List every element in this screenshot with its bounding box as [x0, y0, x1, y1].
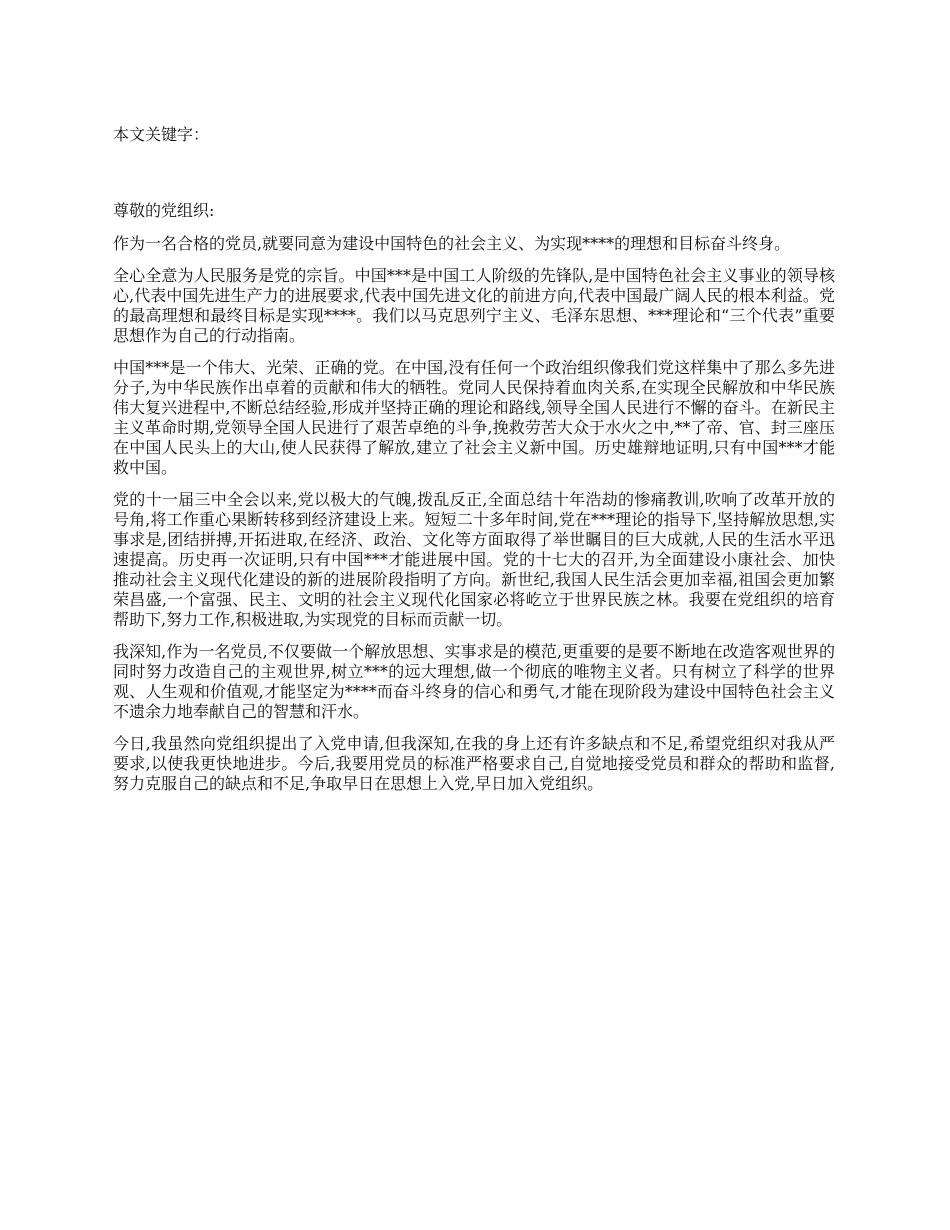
paragraph-1: 作为一名合格的党员,就要同意为建设中国特色的社会主义、为实现****的理想和目标奋斗终身。: [113, 234, 791, 253]
paragraph-2: 全心全意为人民服务是党的宗旨。中国***是中国工人阶级的先锋队,是中国特色社会主义事业的领导核心,代表中国先进生产力的进展要求,代表中国先进文化的前进方向,代表中国最广阔人民的根本利益。党的最高理想和最终目标是实现****。我们以马克思列宁主义、毛泽东思想、***理论和“三个代表”重要思想作为自己的行动指南。: [113, 266, 835, 345]
paragraph-4: 党的十一届三中全会以来,党以极大的气魄,拨乱反正,全面总结十年浩劫的惨痛教训,吹响了改革开放的号角,将工作重心果断转移到经济建设上来。短短二十多年时间,党在***理论的指导下,坚持解放思想,实事求是,团结拼搏,开拓进取,在经济、政治、文化等方面取得了举世瞩目的巨大成就,人民的生活水平迅速提高。历史再一次证明,只有中国***才能进展中国。党的十七大的召开,为全面建设小康社会、加快推动社会主义现代化建设的新的进展阶段指明了方向。新世纪,我国人民生活会更加幸福,祖国会更加繁荣昌盛,一个富强、民主、文明的社会主义现代化国家必将屹立于世界民族之林。我要在党组织的培育帮助下,努力工作,积极进取,为实现党的目标而贡献一切。: [113, 490, 835, 629]
paragraph-6: 今日,我虽然向党组织提出了入党申请,但我深知,在我的身上还有许多缺点和不足,希望党组织对我从严要求,以使我更快地进步。今后,我要用党员的标准严格要求自己,自觉地接受党员和群众的帮助和监督,努力克服自己的缺点和不足,争取早日在思想上入党,早日加入党组织。: [113, 734, 835, 793]
keywords-label: 本文关键字：: [113, 125, 210, 144]
paragraph-3: 中国***是一个伟大、光荣、正确的党。在中国,没有任何一个政治组织像我们党这样集中了那么多先进分子,为中华民族作出卓着的贡献和伟大的牺牲。党同人民保持着血肉关系,在实现全民解放和中华民族伟大复兴进程中,不断总结经验,形成并坚持正确的理论和路线,领导全国人民进行不懈的奋斗。在新民主主义革命时期,党领导全国人民进行了艰苦卓绝的斗争,挽救劳苦大众于水火之中,**了帝、官、封三座压在中国人民头上的大山,使人民获得了解放,建立了社会主义新中国。历史雄辩地证明,只有中国***才能救中国。: [113, 358, 835, 477]
paragraph-5: 我深知,作为一名党员,不仅要做一个解放思想、实事求是的模范,更重要的是要不断地在改造客观世界的同时努力改造自己的主观世界,树立***的远大理想,做一个彻底的唯物主义者。只有树立了科学的世界观、人生观和价值观,才能坚定为****而奋斗终身的信心和勇气,才能在现阶段为建设中国特色社会主义不遗余力地奉献自己的智慧和汗水。: [113, 642, 835, 721]
document-body: [113, 124, 835, 806]
salutation: 尊敬的党组织:: [113, 201, 215, 220]
